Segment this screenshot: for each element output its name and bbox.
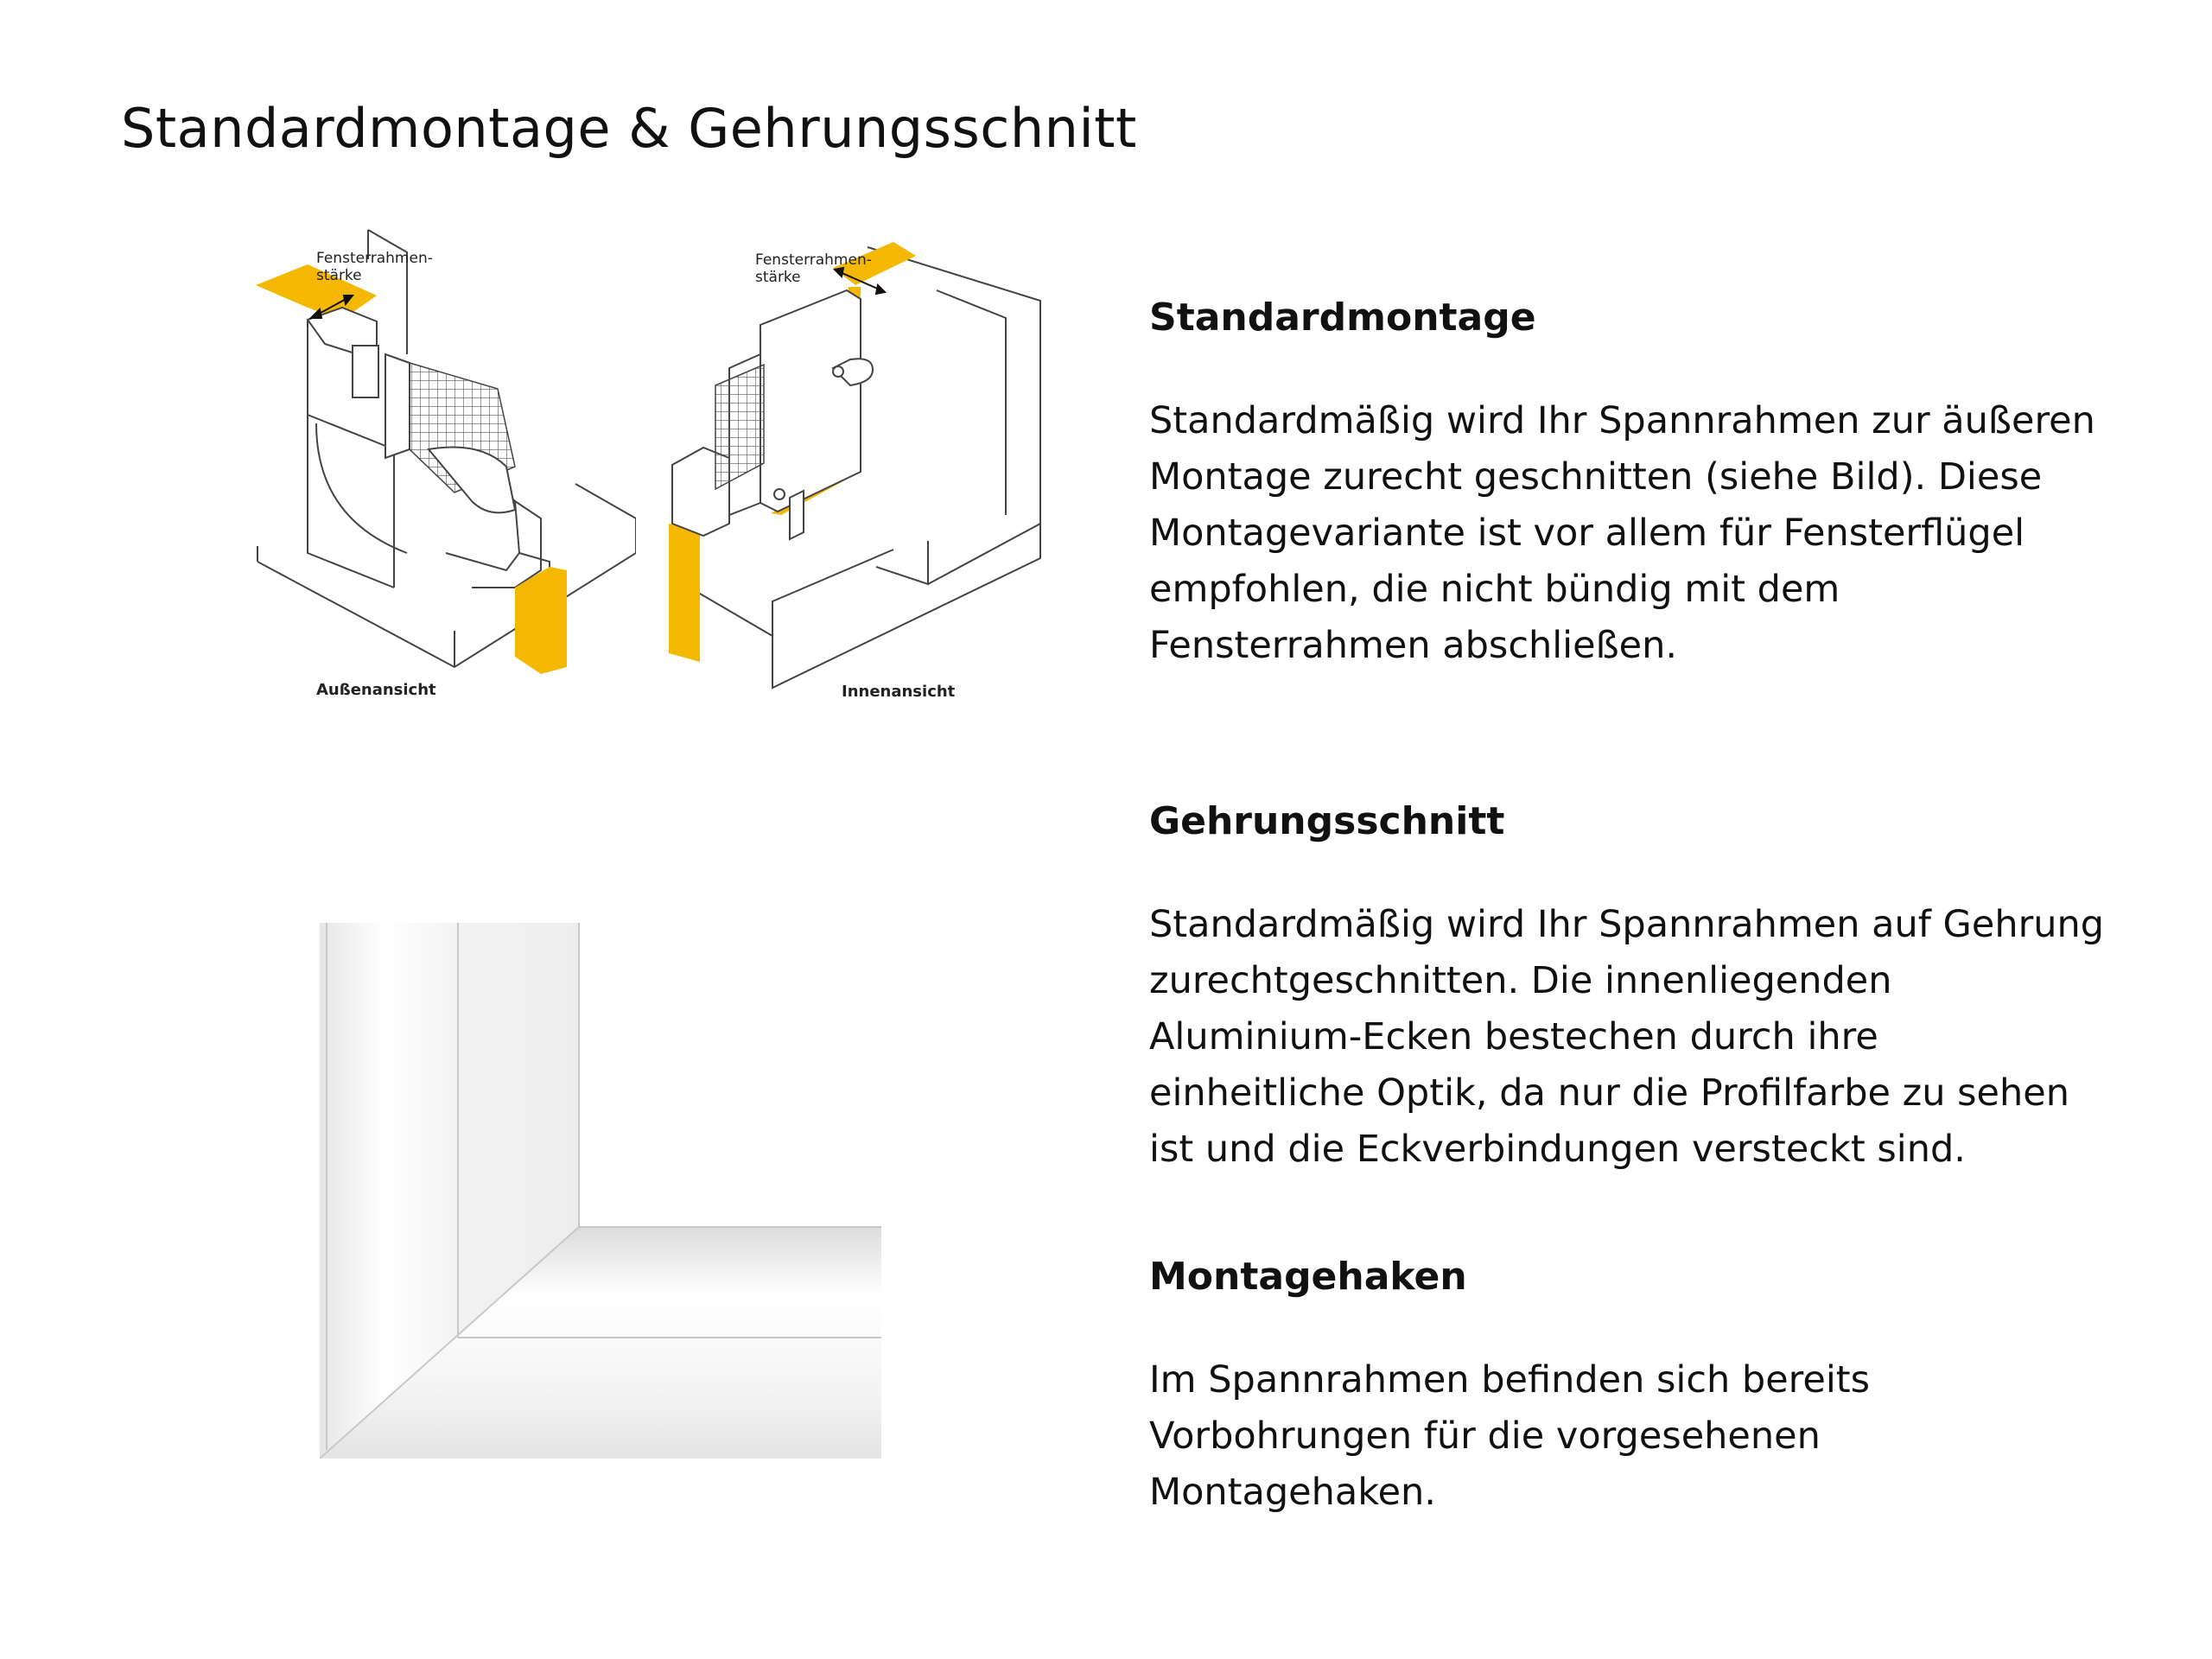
- thickness-label-line2: stärke: [755, 269, 801, 286]
- text-line: einheitliche Optik, da nur die Profilfarbe zu sehen: [1149, 1071, 2069, 1115]
- section-text: [1149, 393, 2152, 674]
- section-standardmontage: [1149, 296, 2152, 674]
- inside-view-illustration: [669, 238, 1042, 709]
- text-line: empfohlen, die nicht bündig mit dem: [1149, 567, 1840, 611]
- section-gehrungsschnitt: [1149, 799, 2152, 1178]
- text-line: Montagevariante ist vor allem für Fensterflügel: [1149, 511, 2025, 555]
- text-line: Montage zurecht geschnitten (siehe Bild). Diese: [1149, 454, 2043, 499]
- thickness-label-line1: Fensterrahmen-: [755, 251, 872, 269]
- section-heading: Gehrungsschnitt: [1149, 799, 1505, 843]
- text-line: Standardmäßig wird Ihr Spannrahmen zur äußeren: [1149, 398, 2095, 442]
- thickness-label-line1: Fensterrahmen-: [316, 250, 433, 267]
- text-line: Standardmäßig wird Ihr Spannrahmen auf Gehrung: [1149, 902, 2105, 946]
- section-text: [1149, 1352, 2152, 1521]
- text-line: Fensterrahmen abschließen.: [1149, 623, 1678, 667]
- section-text: [1149, 897, 2152, 1178]
- outside-view-caption: Außenansicht: [316, 681, 436, 699]
- text-line: Montagehaken.: [1149, 1470, 1436, 1514]
- section-heading: Montagehaken: [1149, 1255, 1467, 1299]
- text-line: Im Spannrahmen befinden sich bereits: [1149, 1357, 1871, 1402]
- page-title: Standardmontage & Gehrungsschnitt: [121, 97, 1137, 160]
- frame-corner-icon: [320, 923, 881, 1459]
- thickness-label-line2: stärke: [316, 267, 362, 284]
- outside-view-illustration: [256, 225, 636, 709]
- text-line: ist und die Eckverbindungen versteckt sind.: [1149, 1127, 1966, 1171]
- section-montagehaken: [1149, 1255, 2152, 1521]
- section-heading: Standardmontage: [1149, 296, 1536, 340]
- text-line: Aluminium-Ecken bestechen durch ihre: [1149, 1014, 1878, 1058]
- text-line: zurechtgeschnitten. Die innenliegenden: [1149, 958, 1892, 1002]
- inside-view-caption: Innenansicht: [842, 683, 956, 701]
- text-line: Vorbohrungen für die vorgesehenen: [1149, 1414, 1821, 1458]
